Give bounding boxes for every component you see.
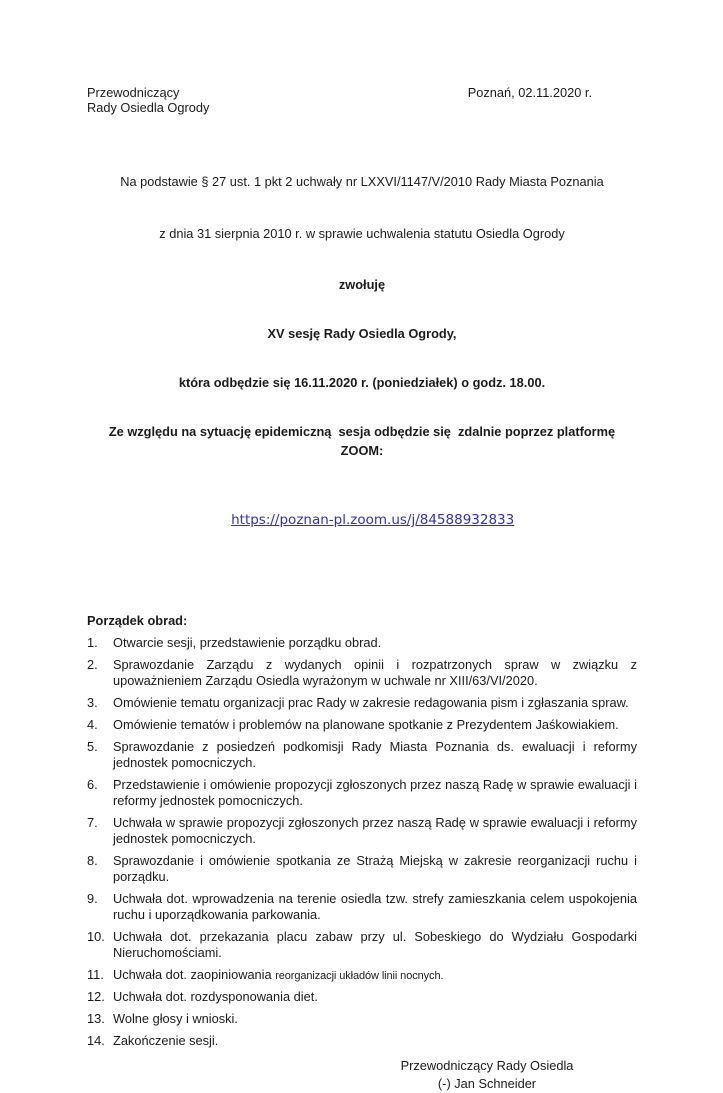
agenda-heading: Porządek obrad:: [87, 613, 188, 628]
agenda-item-number: 4.: [87, 717, 98, 732]
agenda-item-8: [87, 853, 637, 886]
agenda-item-5: [87, 739, 637, 772]
document-header: [87, 85, 637, 115]
agenda-item-2: [87, 657, 637, 690]
remote-session-notice: Ze względu na sytuację epidemiczną sesja odbędzie się zdalnie poprzez platformę ZOOM:: [108, 424, 619, 458]
agenda-item-number: 13.: [87, 1011, 105, 1026]
agenda-item-number: 14.: [87, 1033, 105, 1048]
intro-block: [87, 141, 637, 577]
agenda-item-1: [87, 635, 637, 652]
agenda-item-6: [87, 777, 637, 810]
agenda-item-number: 3.: [87, 695, 98, 710]
agenda-item-number: 8.: [87, 853, 98, 868]
signature-title: Przewodniczący Rady Osiedla: [400, 1058, 574, 1073]
agenda-item-text: Wolne głosy i wnioski.: [113, 1011, 238, 1026]
place-and-date: Poznań, 02.11.2020 r.: [467, 85, 592, 100]
agenda-item-text: Otwarcie sesji, przedstawienie porządku obrad.: [113, 635, 382, 650]
agenda-item-text: Sprawozdanie z posiedzeń podkomisji Rady Miasta Poznania ds. ewaluacji i reformy jednostek pomocniczych.: [113, 739, 637, 770]
agenda-item-number: 7.: [87, 815, 98, 830]
sender-block: [87, 85, 209, 115]
agenda-item-number: 11.: [87, 967, 104, 982]
agenda-item-text: Uchwała w sprawie propozycji zgłoszonych przez naszą Radę w sprawie ewaluacji i reformy jednostek pomocniczych.: [113, 815, 637, 846]
agenda-item-text-small: reorganizacji układów linii nocnych.: [275, 970, 444, 982]
zoom-meeting-link[interactable]: https://poznan-pl.zoom.us/j/84588932833: [231, 512, 515, 528]
agenda-item-text: Sprawozdanie Zarządu z wydanych opinii i rozpatrzonych spraw w związku z upoważnieniem Zarządu Osiedla wyrażonym w uchwale nr XIII/63/VI/2020.: [113, 657, 637, 688]
agenda-item-13: [87, 1011, 637, 1028]
agenda-item-12: [87, 989, 637, 1006]
legal-basis-line2: z dnia 31 sierpnia 2010 r. w sprawie uchwalenia statutu Osiedla Ogrody: [159, 226, 565, 241]
agenda-item-text: Uchwała dot. przekazania placu zabaw przy ul. Sobeskiego do Wydziału Gospodarki Nieruchomościami.: [113, 929, 637, 960]
agenda-item-text: Omówienie tematu organizacji prac Rady w zakresie redagowania pism i zgłaszania spraw.: [113, 695, 629, 710]
agenda-item-7: [87, 815, 637, 848]
zoom-link-line: [87, 493, 637, 547]
legal-basis-line1: Na podstawie § 27 ust. 1 pkt 2 uchwały nr LXXVI/1147/V/2010 Rady Miasta Poznania: [120, 174, 604, 189]
agenda-item-text: Zakończenie sesji.: [113, 1033, 219, 1048]
agenda-item-9: [87, 891, 637, 924]
agenda-item-number: 5.: [87, 739, 98, 754]
agenda-item-number: 12.: [87, 989, 105, 1004]
agenda-list: [87, 635, 637, 1050]
agenda-item-number: 2.: [87, 657, 98, 672]
sender-title: Przewodniczący: [87, 85, 180, 100]
agenda-item-text: Omówienie tematów i problemów na planowane spotkanie z Prezydentem Jaśkowiakiem.: [113, 717, 619, 732]
agenda-item-text: Uchwała dot. zaopiniowania: [113, 967, 276, 982]
session-datetime: która odbędzie się 16.11.2020 r. (poniedziałek) o godz. 18.00.: [178, 375, 546, 390]
agenda-item-4: [87, 717, 637, 734]
signature-name: (-) Jan Schneider: [437, 1076, 537, 1091]
session-title: XV sesję Rady Osiedla Ogrody,: [267, 326, 457, 341]
sender-organization: Rady Osiedla Ogrody: [87, 100, 210, 115]
agenda-item-3: [87, 695, 637, 712]
agenda-item-11: [87, 967, 637, 984]
agenda-item-number: 9.: [87, 891, 98, 906]
agenda-item-text: Przedstawienie i omówienie propozycji zgłoszonych przez naszą Radę w sprawie ewaluacji i reformy jednostek pomocniczych.: [113, 777, 637, 808]
agenda-item-text: Sprawozdanie i omówienie spotkania ze Strażą Miejską w zakresie reorganizacji ruchu i porządku.: [113, 853, 637, 884]
agenda-item-10: [87, 929, 637, 962]
agenda-item-number: 6.: [87, 777, 98, 792]
agenda-item-14: [87, 1033, 637, 1050]
signature-block: [367, 1057, 607, 1093]
agenda-item-text: Uchwała dot. rozdysponowania diet.: [113, 989, 318, 1004]
agenda-item-text: Uchwała dot. wprowadzenia na terenie osiedla tzw. strefy zamieszkania celem uspokojenia ruchu i uporządkowania parkowania.: [113, 891, 637, 922]
agenda-item-number: 10.: [87, 929, 105, 944]
agenda-item-number: 1.: [87, 635, 98, 650]
convene-word: zwołuję: [338, 277, 386, 292]
